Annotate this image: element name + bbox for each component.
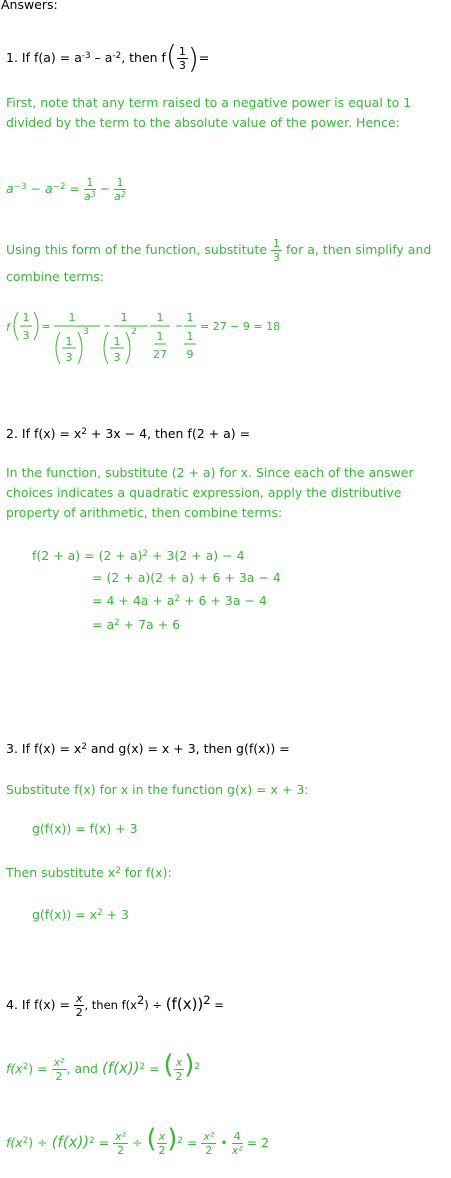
p4-eq2-paren: (f(x)) [51, 1133, 90, 1151]
paren-open: ( [165, 39, 177, 72]
eq2-f: f [6, 321, 10, 334]
eq1-f1-num: 1 [84, 177, 96, 190]
problem-2-explanation: In the function, substitute (2 + a) for x. Since each of the answer choices indicates a quadratic expression, apply the distributive property of arithmetic, then combine terms: [6, 465, 414, 520]
problem-1-explanation-1: First, note that any term raised to a negative power is equal to 1 divided by the term to the absolute value of the power. Hence: [6, 95, 412, 130]
p4-eq2-frac-3 [201, 1131, 216, 1156]
p2-line1-pre: f(2 + a) = (2 + a) [32, 548, 143, 563]
p2-line4-post: + 7a + 6 [119, 617, 181, 632]
p4-eq2-exp: 2 [22, 1136, 29, 1147]
p2-line2: = (2 + a)(2 + a) + 6 + 3a − 4 [92, 570, 281, 585]
q2-exp: 2 [81, 427, 87, 438]
q1-exp-1: -3 [81, 51, 91, 62]
eq2-one-a: 1 [22, 311, 30, 324]
eq1-f2-den-exp: 2 [120, 189, 126, 199]
problem-3-question [6, 741, 290, 756]
p4-eq2-f2num: x [158, 1130, 166, 1143]
eq2-three-a: 3 [22, 329, 30, 342]
eq2-inner-paren-open-2 [104, 332, 108, 364]
q1-text: 1. If f(a) = a [6, 50, 82, 65]
eq2-one-i: 1 [186, 330, 194, 343]
p4-eq1-exp: 2 [22, 1062, 29, 1073]
p4-eq1-fx: f(x [6, 1061, 23, 1076]
p4-eq2-lparen: ( [146, 1124, 157, 1154]
paren-close: ) [187, 42, 199, 75]
eq2-paren-open [14, 312, 18, 340]
p4-eq1-rparen: ) [184, 1050, 195, 1080]
q3-exp: 2 [81, 742, 87, 753]
problem-4-question [6, 993, 224, 1018]
p4-eq1-eq2: = [145, 1061, 160, 1076]
p4-eq1-pnum: x [175, 1056, 183, 1069]
problem-4-equation-1 [6, 1050, 200, 1082]
eq1-f2-num: 1 [114, 177, 126, 190]
problem-3-explanation-1: Substitute f(x) for x in the function g(x) = x + 3: [6, 782, 309, 797]
eq2-result: = 27 − 9 = 18 [200, 320, 281, 333]
q4-equals: = [210, 998, 224, 1012]
q1-text-then: , then f [121, 50, 166, 65]
q1-fraction [177, 46, 188, 71]
p4-eq2-f3den: 2 [205, 1144, 213, 1157]
p4-eq2-frac-4 [232, 1131, 243, 1156]
eq2-one-b: 1 [68, 311, 76, 324]
answers-heading: Answers: [1, 0, 58, 12]
q4-mid: ) ÷ [144, 998, 166, 1012]
p4-eq1-paren: (f(x)) [101, 1059, 140, 1077]
p4-eq1-fraction [52, 1057, 67, 1082]
eq2-three-c: 3 [65, 351, 73, 364]
eq2-one-e: 1 [113, 335, 121, 348]
p4-eq1-pfraction [174, 1057, 185, 1082]
eq2-one-d: 1 [120, 311, 128, 324]
eq2-three-e: 3 [113, 351, 121, 364]
problem-3-explanation-2 [6, 863, 172, 883]
explain2-text-a: Using this form of the function, substitute [6, 242, 268, 257]
p4-eq1-and: , and [66, 1061, 98, 1076]
problem-2-line-1 [32, 548, 245, 563]
p3-eq2-post: + 3 [102, 907, 130, 922]
p4-eq2-f2den: 2 [158, 1144, 166, 1157]
problem-2-line-2 [92, 570, 281, 585]
problem-1-equation-2 [4, 300, 304, 380]
q4-then: , then f(x [84, 998, 137, 1012]
explain2-text-b: for a, then simplify and [286, 242, 432, 257]
p2-line1-post: + 3(2 + a) − 4 [147, 548, 245, 563]
eq2-one-f: 1 [156, 311, 164, 324]
eq1-exp-2: −2 [52, 182, 66, 193]
eq1-f1-den-base: a [84, 190, 91, 203]
eq1-f1-den-exp: 3 [90, 189, 96, 199]
q1-text-mid: – a [90, 50, 113, 65]
p4-eq1-paren-exp: 2 [139, 1062, 146, 1073]
p4-eq2-f1num: x² [115, 1130, 127, 1143]
eq2-inner-paren-open-1 [56, 332, 60, 364]
eq1-f2-den-base: a [114, 190, 121, 203]
p3-ex2-exp: 2 [115, 866, 121, 877]
eq2-one-h: 1 [186, 311, 194, 324]
eq2-one-g: 1 [156, 330, 164, 343]
q4-fraction [74, 993, 85, 1018]
p4-eq2-divsym: ÷ [132, 1135, 143, 1150]
problem-2-line-4 [92, 617, 180, 632]
q3-text-post: and g(x) = x + 3, then g(f(x)) = [86, 741, 290, 756]
p4-eq1-psup: 2 [194, 1062, 200, 1073]
explain2-fraction [271, 238, 282, 263]
p2-line4-exp: 2 [114, 618, 120, 629]
p3-eq2-exp: 2 [97, 908, 103, 919]
p3-ex2-pre: Then substitute x [6, 865, 116, 880]
p4-eq2-div: ) ÷ [28, 1135, 52, 1150]
eq1-fraction-2 [114, 177, 126, 202]
q4-frac-den: 2 [75, 1006, 83, 1019]
eq1-minus: − [99, 181, 111, 196]
eq2-inner-paren-close-2 [126, 332, 130, 364]
p2-line3-pre: = 4 + 4a + a [92, 593, 175, 608]
p4-eq1-eq: ) = [28, 1061, 48, 1076]
explain2-den: 3 [273, 251, 281, 264]
p4-eq2-f1den: 2 [117, 1144, 125, 1157]
eq2-inner-paren-close-1 [78, 332, 82, 364]
eq2-exp-2: 2 [131, 327, 137, 337]
p4-eq2-f3num: x² [203, 1130, 215, 1143]
p4-eq2-frac-2 [157, 1131, 168, 1156]
q4-frac-num: x [75, 992, 83, 1005]
q3-text: 3. If f(x) = x [6, 741, 82, 756]
q1-frac-num: 1 [178, 45, 186, 58]
eq2-one-c: 1 [65, 335, 73, 348]
p4-eq2-result: = 2 [246, 1135, 270, 1150]
p4-eq1-num: x² [53, 1056, 65, 1069]
q1-exp-2: -2 [112, 51, 122, 62]
p2-line1-exp: 2 [142, 549, 148, 560]
eq1-fraction-1 [84, 177, 96, 202]
p4-eq2-eq2: = [186, 1135, 198, 1150]
problem-4-equation-2 [6, 1124, 269, 1156]
q4-exp-1: 2 [136, 992, 145, 1007]
eq1-exp-1: −3 [13, 182, 27, 193]
p4-eq2-eq: = [94, 1135, 110, 1150]
problem-1-question [6, 39, 210, 75]
p4-eq2-f2sup: 2 [177, 1136, 183, 1147]
p4-eq2-frac-1 [113, 1131, 128, 1156]
eq2-exp-3: 3 [83, 327, 89, 337]
explain2-num: 1 [273, 237, 281, 250]
eq1-a: a [6, 181, 14, 196]
q2-text: 2. If f(x) = x [6, 426, 82, 441]
p2-line3-exp: 2 [174, 594, 181, 605]
p4-eq1-lparen: ( [163, 1050, 174, 1080]
q4-paren: (f(x)) [165, 995, 204, 1013]
p3-ex2-post: for f(x): [120, 865, 172, 880]
p4-eq2-rparen: ) [167, 1124, 178, 1154]
p3-eq2-pre: g(f(x)) = x [32, 907, 98, 922]
eq2-9: 9 [186, 348, 194, 361]
eq2-eq-1: = [41, 320, 51, 333]
q4-text: 4. If f(x) = [6, 997, 70, 1012]
p4-eq2-paren-exp: 2 [89, 1136, 95, 1147]
p4-eq1-den: 2 [55, 1070, 63, 1083]
q1-equals: = [198, 50, 210, 65]
problem-1-explanation-2 [6, 238, 431, 263]
p4-eq1-pden: 2 [175, 1070, 183, 1083]
p4-eq2-dot: • [220, 1135, 228, 1150]
p4-eq2-fx: f(x [6, 1135, 23, 1150]
q2-text-post: + 3x − 4, then f(2 + a) = [86, 426, 251, 441]
problem-2-line-3 [92, 593, 267, 608]
eq2-27: 27 [153, 348, 167, 361]
eq1-a-2: − a [26, 181, 53, 196]
q1-frac-den: 3 [178, 59, 186, 72]
problem-3-equation-1: g(f(x)) = f(x) + 3 [32, 821, 138, 836]
problem-1-equation-1 [6, 177, 126, 202]
problem-1-explanation-2-cont: combine terms: [6, 269, 105, 284]
eq1-equals: = [65, 181, 81, 196]
eq1-f1-den [84, 190, 96, 202]
p4-eq2-f4den: x² [231, 1144, 243, 1157]
p2-line4-pre: = a [92, 617, 115, 632]
q4-exp-2: 2 [203, 992, 211, 1007]
problem-3-equation-2 [32, 907, 129, 922]
p4-eq2-f4num: 4 [233, 1130, 241, 1143]
p2-line3-post: + 6 + 3a − 4 [180, 593, 267, 608]
problem-2-question [6, 426, 250, 441]
eq2-paren-close [34, 312, 38, 340]
eq1-f2-den [114, 190, 126, 202]
